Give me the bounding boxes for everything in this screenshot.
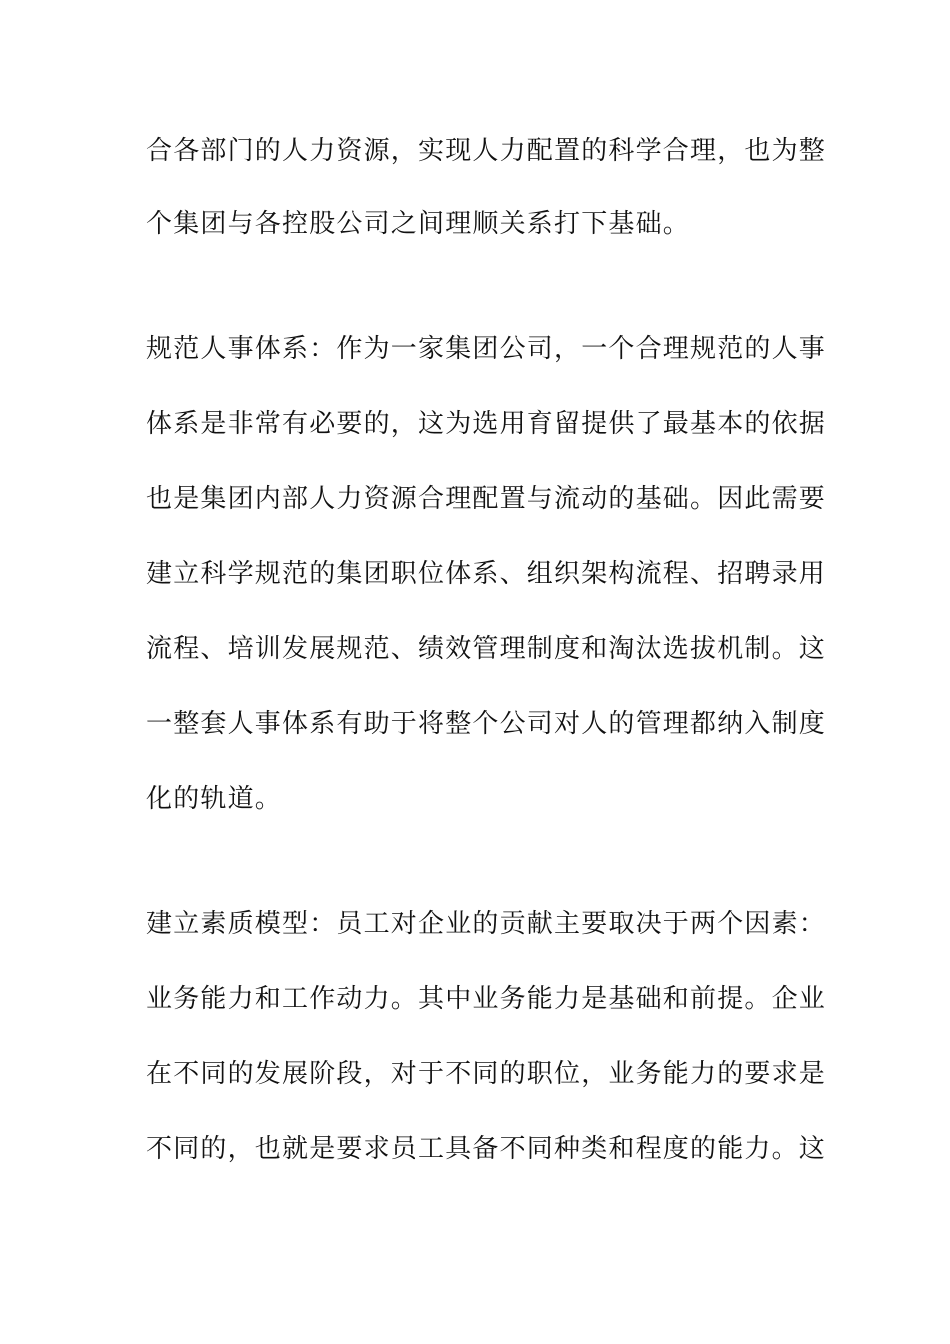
text-line: 化的轨道。 (146, 784, 283, 814)
text-line: 业务能力和工作动力。其中业务能力是基础和前提。企业 (146, 984, 827, 1014)
text-line: 一整套人事体系有助于将整个公司对人的管理都纳入制度 (146, 709, 827, 739)
text-line: 流程、培训发展规范、绩效管理制度和淘汰选拔机制。这 (146, 634, 827, 664)
text-line: 个集团与各控股公司之间理顺关系打下基础。 (146, 209, 691, 239)
text-line: 体系是非常有必要的，这为选用育留提供了最基本的依据 (146, 409, 827, 439)
text-line: 建立科学规范的集团职位体系、组织架构流程、招聘录用 (146, 559, 827, 589)
text-line: 也是集团内部人力资源合理配置与流动的基础。因此需要 (146, 484, 827, 514)
text-line: 在不同的发展阶段，对于不同的职位，业务能力的要求是 (146, 1059, 827, 1089)
text-line: 建立素质模型：员工对企业的贡献主要取决于两个因素： (146, 909, 827, 939)
text-line: 不同的，也就是要求员工具备不同种类和程度的能力。这 (146, 1134, 827, 1164)
text-line: 合各部门的人力资源，实现人力配置的科学合理，也为整 (146, 136, 827, 166)
text-line: 规范人事体系：作为一家集团公司，一个合理规范的人事 (146, 334, 827, 364)
